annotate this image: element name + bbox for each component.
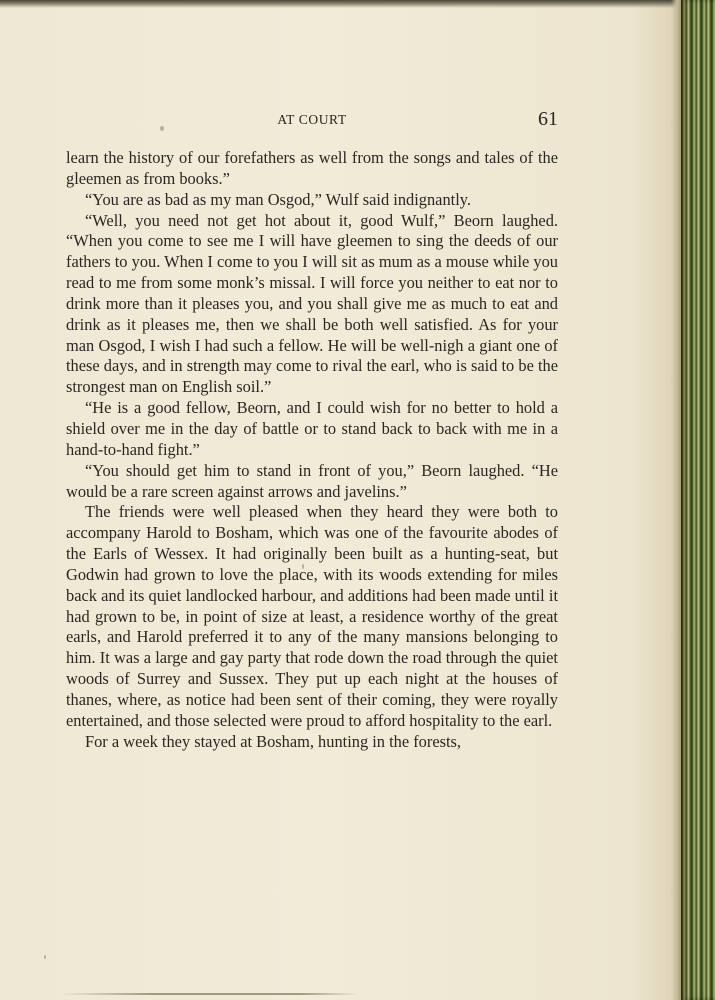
paragraph: The friends were well pleased when they heard they were both to accompany Harold to Bosham, which was one of the favourite abodes of the Earls of Wessex. It had originally been built as a hunting-seat, but Godwin had grown to love the place, with its woods extending for miles back and its quiet landlocked harbour, and additions had been made until it had grown to be, in point of size at least, a residence worthy of the great earls, and Harold preferred it to any of the many mansions belonging to him. It was a large and gay party that rode down the road through the quiet woods of Surrey and Sussex. They put up each night at the houses of thanes, where, as notice had been sent of their coming, they were royally entertained, and those selected were proud to afford hospitality to the earl. — [66, 502, 558, 730]
running-head: AT COURT — [277, 112, 347, 127]
page-number: 61 — [538, 108, 558, 130]
body-text — [66, 148, 558, 752]
page-top-shadow — [0, 0, 715, 8]
paragraph: learn the history of our forefathers as well from the songs and tales of the gleemen as from books.” — [66, 148, 558, 188]
page-header — [66, 108, 558, 132]
paper-speck — [44, 955, 46, 959]
paragraph: “He is a good fellow, Beorn, and I could wish for no better to hold a shield over me in the day of battle or to stand back to back with me in a hand-to-hand fight.” — [66, 398, 558, 459]
book-spine-edge — [681, 0, 715, 1000]
paper-speck — [160, 126, 164, 131]
paragraph: “You should get him to stand in front of you,” Beorn laughed. “He would be a rare screen against arrows and javelins.” — [66, 460, 558, 501]
page-bottom-mark — [60, 993, 360, 995]
paragraph: “You are as bad as my man Osgod,” Wulf said indignantly. — [85, 189, 471, 209]
page-edge-shadow — [671, 0, 681, 1000]
paragraph: “Well, you need not get hot about it, good Wulf,” Beorn laughed. “When you come to see me I will have gleemen to sing the deeds of our fathers to you. When I come to you I will sit as mum as a mouse while you read to me from some monk’s missal. I will force you neither to eat nor to drink more than it pleases you, and you shall give me as much to eat and drink as it pleases me, then we shall be both well satisfied. As for your man Osgod, I wish I had such a fellow. He will be well-nigh a giant one of these days, and in strength may come to rival the earl, who is said to be the strongest man on English soil.” — [66, 210, 558, 397]
paragraph: For a week they stayed at Bosham, hunting in the forests, — [85, 731, 462, 751]
